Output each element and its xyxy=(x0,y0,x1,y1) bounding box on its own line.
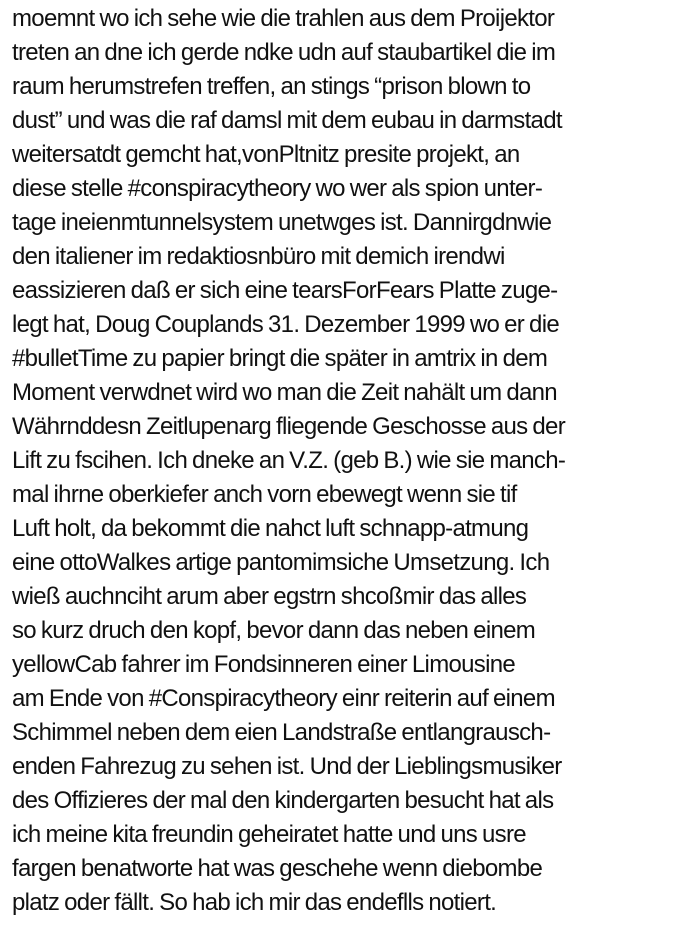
text-line: moemnt wo ich sehe wie die trahlen aus dem Proijektor xyxy=(12,5,555,32)
text-line: Währnddesn Zeitlupenarg fliegende Geschosse aus der xyxy=(12,413,565,440)
text-line: legt hat, Doug Couplands 31. Dezember 1999 wo er die xyxy=(12,311,559,338)
body-text xyxy=(12,2,680,920)
text-line: fargen benatworte hat was geschehe wenn diebombe xyxy=(12,855,543,882)
text-line: wieß auchnciht arum aber egstrn shcoßmir das alles xyxy=(12,583,527,610)
text-line: eassizieren daß er sich eine tearsForFears Platte zuge- xyxy=(12,277,558,304)
text-line: enden Fahrezug zu sehen ist. Und der Lieblingsmusiker xyxy=(12,753,562,780)
text-line: diese stelle #conspiracytheory wo wer als spion unter- xyxy=(12,175,543,202)
text-line: tage ineienmtunnelsystem unetwges ist. Dannirgdnwie xyxy=(12,209,552,236)
text-line: den italiener im redaktiosnbüro mit demich irendwi xyxy=(12,243,505,270)
text-line: mal ihrne oberkiefer anch vorn ebewegt wenn sie tif xyxy=(12,481,517,508)
text-line: eine ottoWalkes artige pantomimsiche Umsetzung. Ich xyxy=(12,549,550,576)
text-line: treten an dne ich gerde ndke udn auf staubartikel die im xyxy=(12,39,556,66)
text-line: platz oder fällt. So hab ich mir das endeflls notiert. xyxy=(12,889,497,916)
text-line: Lift zu fscihen. Ich dneke an V.Z. (geb B.) wie sie manch- xyxy=(12,447,566,474)
text-line: so kurz druch den kopf, bevor dann das neben einem xyxy=(12,617,536,644)
text-line: dust” und was die raf damsl mit dem eubau in darmstadt xyxy=(12,107,562,134)
text-line: am Ende von #Conspiracytheory einr reiterin auf einem xyxy=(12,685,555,712)
text-line: Schimmel neben dem eien Landstraße entlangrausch- xyxy=(12,719,551,746)
text-line: Moment verwdnet wird wo man die Zeit nahält um dann xyxy=(12,379,557,406)
text-line: raum herumstrefen treffen, an stings “prison blown to xyxy=(12,73,531,100)
text-line: des Offizieres der mal den kindergarten besucht hat als xyxy=(12,787,554,814)
text-line: weitersatdt gemcht hat,vonPltnitz presite projekt, an xyxy=(12,141,520,168)
text-line: #bulletTime zu papier bringt die später in amtrix in dem xyxy=(12,345,548,372)
text-line: ich meine kita freundin geheiratet hatte und uns usre xyxy=(12,821,526,848)
text-line: yellowCab fahrer im Fondsinneren einer Limousine xyxy=(12,651,516,678)
text-line: Luft holt, da bekommt die nahct luft schnapp-atmung xyxy=(12,515,529,542)
